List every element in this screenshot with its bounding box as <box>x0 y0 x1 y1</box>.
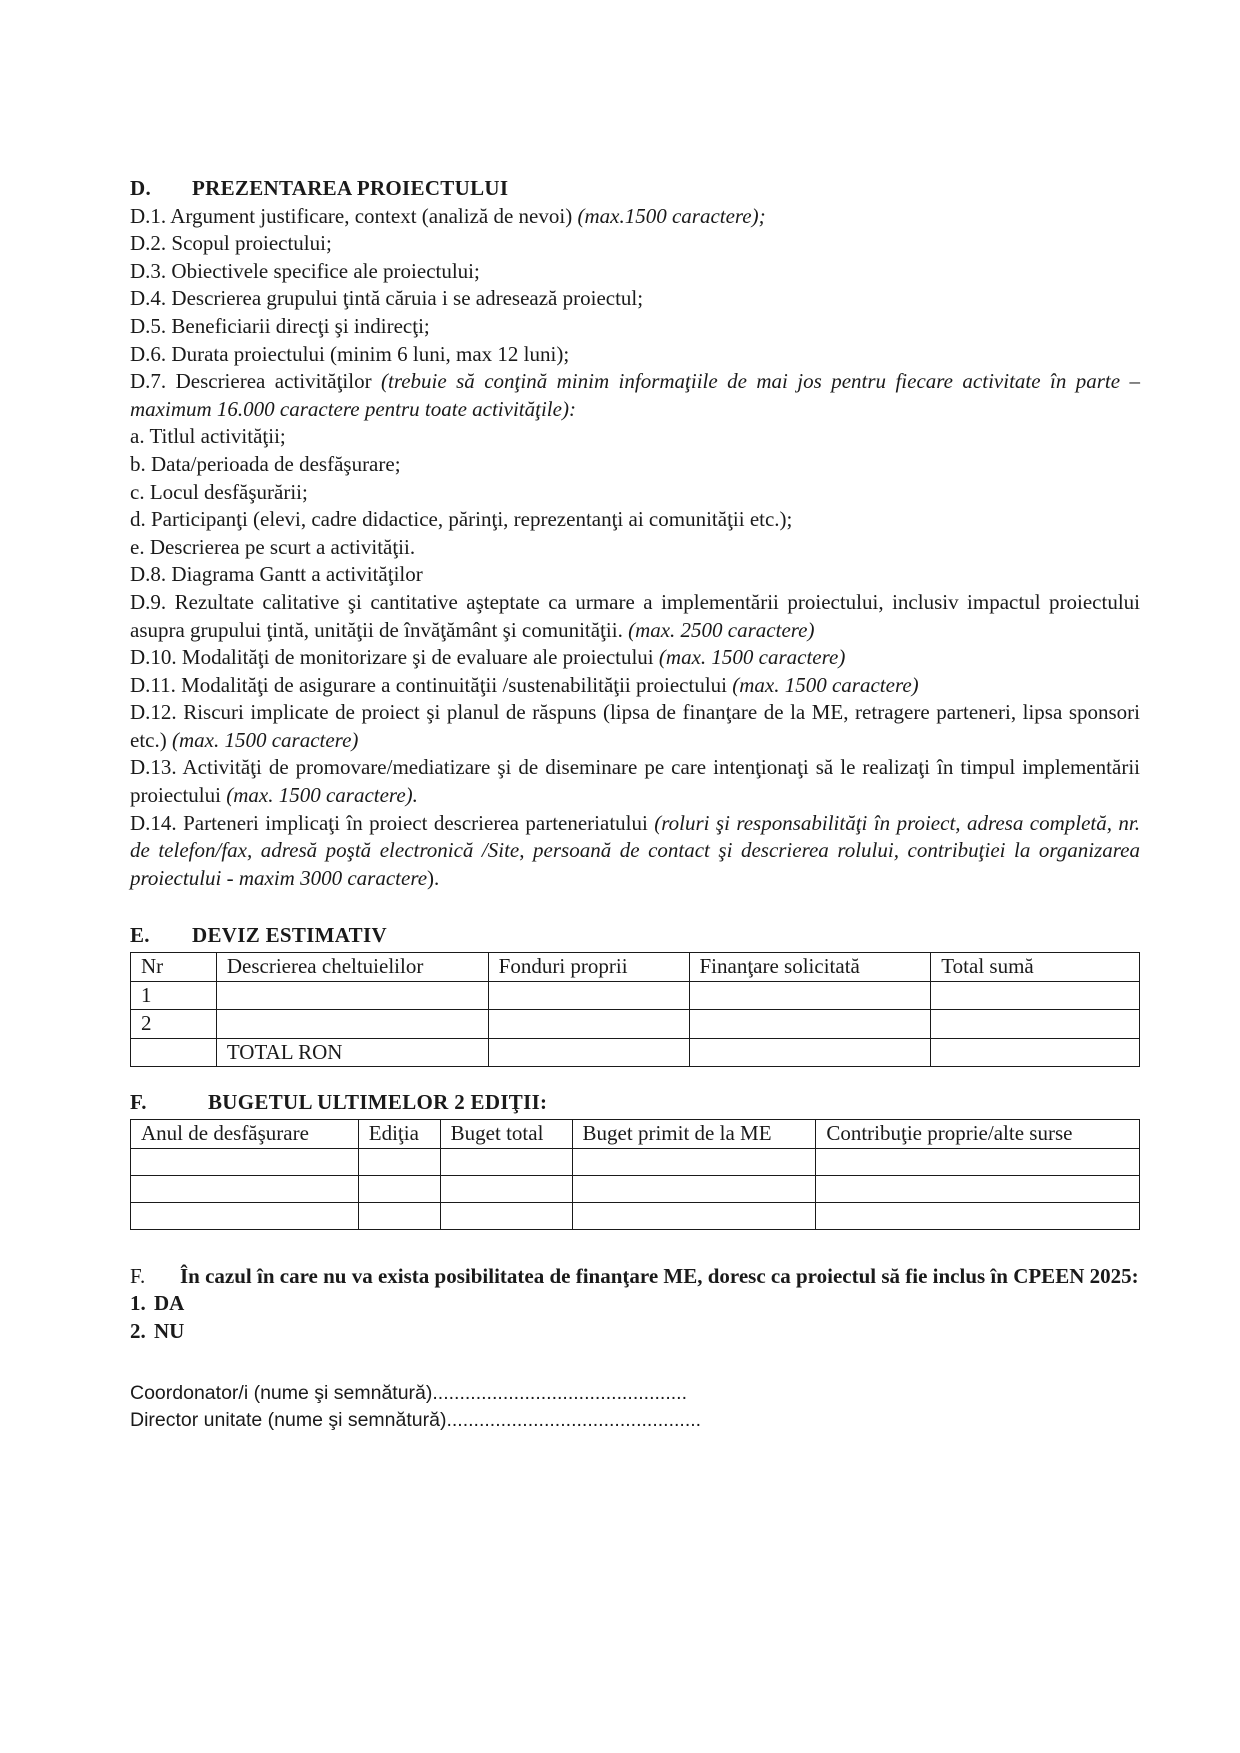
table-cell <box>816 1148 1140 1175</box>
coordinator-signature-line: Coordonator/i (nume şi semnătură)............................................... <box>130 1382 688 1405</box>
section-d-item-text: D.2. Scopul proiectului; <box>130 231 332 256</box>
cpeen-question-text: În cazul în care nu va exista posibilitatea de finanţare ME, doresc ca proiectul să fie inclus în CPEEN 2025: <box>180 1263 1139 1288</box>
section-d-item <box>130 230 1140 258</box>
section-d-item-text: e. Descrierea pe scurt a activităţii. <box>130 534 416 559</box>
section-d-item-note: (max. 1500 caractere). <box>226 783 418 808</box>
section-d-item-text: D.13. Activităţi de promovare/mediatizare şi de diseminare pe care intenţionaţi să le realizaţi în timpul implementării proiectului <box>130 755 1140 808</box>
table-cell: TOTAL RON <box>216 1038 488 1067</box>
section-d-item <box>130 423 1140 451</box>
cpeen-option-number: 2. <box>130 1318 146 1343</box>
section-d-item-note: (trebuie să conţină minim informaţiile de mai jos pentru fiecare activitate în parte – maximum 16.000 caractere pentru toate activităţile): <box>130 369 1140 421</box>
buget-row <box>131 1148 1140 1175</box>
table-cell <box>488 1038 689 1067</box>
table-cell <box>931 1010 1140 1039</box>
column-header: Ediţia <box>358 1120 440 1149</box>
section-d-item-note: (max.1500 caractere); <box>577 203 766 228</box>
deviz-row <box>131 981 1140 1010</box>
column-header: Fonduri proprii <box>488 953 689 982</box>
buget-row <box>131 1202 1140 1229</box>
table-cell <box>131 1148 359 1175</box>
deviz-row <box>131 1010 1140 1039</box>
section-d-item-text: D.10. Modalităţi de monitorizare şi de evaluare ale proiectului <box>130 645 654 670</box>
section-d-item <box>130 561 1140 589</box>
section-f-budget-letter: F. <box>130 1090 147 1115</box>
section-d-item-text: D.8. Diagrama Gantt a activităţilor <box>130 562 423 587</box>
section-d-item-text: D.5. Beneficiarii direcţi şi indirecţi; <box>130 313 430 338</box>
section-d-title: PREZENTAREA PROIECTULUI <box>192 176 509 200</box>
cpeen-question-letter: F. <box>130 1263 146 1288</box>
column-header: Buget total <box>440 1120 572 1149</box>
section-d-item <box>130 672 1140 700</box>
table-cell <box>358 1202 440 1229</box>
section-d-item-note: (roluri şi responsabilităţi în proiect, adresa completă, nr. de telefon/fax, adresă poştă electronică /Site, persoană de contact şi descrierea rolului, contribuţiei la organizarea proiectului - maxim 3000 caractere <box>130 810 1140 890</box>
cpeen-option-label: NU <box>154 1318 185 1343</box>
section-d-item-text: D.14. Parteneri implicaţi în proiect descrierea parteneriatului <box>130 810 648 835</box>
column-header: Nr <box>131 953 217 982</box>
section-d-item <box>130 754 1140 809</box>
column-header: Descrierea cheltuielilor <box>216 953 488 982</box>
section-d-item <box>130 451 1140 479</box>
section-d-item <box>130 341 1140 369</box>
section-d-item-text: D.4. Descrierea grupului ţintă căruia i se adresează proiectul; <box>130 286 644 311</box>
column-header: Anul de desfăşurare <box>131 1120 359 1149</box>
column-header: Finanţare solicitată <box>689 953 931 982</box>
table-cell <box>931 1038 1140 1067</box>
table-cell <box>440 1148 572 1175</box>
table-cell <box>816 1175 1140 1202</box>
section-d-item-text: D.3. Obiectivele specifice ale proiectului; <box>130 258 480 283</box>
section-d-item <box>130 479 1140 507</box>
section-d-item <box>130 313 1140 341</box>
buget-editii-table <box>130 1119 1140 1230</box>
section-d-item <box>130 644 1140 672</box>
deviz-estimativ-table <box>130 952 1140 1067</box>
cpeen-options <box>130 1290 1140 1345</box>
section-d-item <box>130 368 1140 423</box>
table-cell: 2 <box>131 1010 217 1039</box>
table-cell: 1 <box>131 981 217 1010</box>
section-d-item-text: D.7. Descrierea activităţilor <box>130 369 372 394</box>
section-d-item-text: D.9. Rezultate calitative şi cantitative aşteptate ca urmare a implementării proiectului, inclusiv impactul proiectului asupra grupului ţintă, unităţii de învăţământ şi comunităţii. <box>130 589 1140 642</box>
section-d-item-text: b. Data/perioada de desfăşurare; <box>130 451 401 476</box>
section-d-item-text: D.12. Riscuri implicate de proiect şi planul de răspuns (lipsa de finanţare de la ME, retragere parteneri, lipsa sponsori etc.) <box>130 700 1140 752</box>
table-cell <box>358 1175 440 1202</box>
buget-row <box>131 1175 1140 1202</box>
table-cell <box>689 1038 931 1067</box>
section-d-item-note: (max. 1500 caractere) <box>658 645 846 670</box>
section-d-item <box>130 699 1140 754</box>
table-cell <box>131 1038 217 1067</box>
section-d-item-text: D.6. Durata proiectului (minim 6 luni, max 12 luni); <box>130 341 570 366</box>
section-d-item-note: (max. 1500 caractere) <box>732 672 919 697</box>
section-e-title: DEVIZ ESTIMATIV <box>192 923 387 948</box>
section-d-item-text: D.11. Modalităţi de asigurare a continuităţii /sustenabilităţii proiectului <box>130 672 727 697</box>
table-cell <box>488 981 689 1010</box>
section-e-letter: E. <box>130 923 150 948</box>
table-cell <box>216 1010 488 1039</box>
section-d-list <box>130 203 1140 893</box>
section-d-item-text: d. Participanţi (elevi, cadre didactice, părinţi, reprezentanţi ai comunităţii etc.); <box>130 507 793 532</box>
table-cell <box>572 1175 816 1202</box>
deviz-header-row <box>131 953 1140 982</box>
cpeen-question <box>130 1263 1140 1291</box>
deviz-row <box>131 1038 1140 1067</box>
table-cell <box>440 1202 572 1229</box>
table-cell <box>358 1148 440 1175</box>
table-cell <box>216 981 488 1010</box>
section-d-item <box>130 285 1140 313</box>
section-d-item <box>130 534 1140 562</box>
section-f-budget-heading <box>130 1089 1140 1117</box>
table-cell <box>689 1010 931 1039</box>
section-d-item-note: (max. 2500 caractere) <box>628 617 815 642</box>
section-d-item <box>130 589 1140 644</box>
section-d-item <box>130 810 1140 893</box>
cpeen-option-number: 1. <box>130 1291 146 1316</box>
table-cell <box>131 1175 359 1202</box>
table-cell <box>440 1175 572 1202</box>
section-f-budget-title: BUGETUL ULTIMELOR 2 EDIŢII: <box>208 1090 548 1115</box>
cpeen-option <box>130 1290 1140 1318</box>
table-cell <box>572 1202 816 1229</box>
section-d-item-tail: ). <box>427 865 440 890</box>
table-cell <box>816 1202 1140 1229</box>
section-d-item-text: D.1. Argument justificare, context (analiză de nevoi) <box>130 203 573 228</box>
buget-header-row <box>131 1120 1140 1149</box>
section-d-heading <box>130 175 1140 203</box>
column-header: Total sumă <box>931 953 1140 982</box>
document-content <box>130 175 1140 1434</box>
table-cell <box>131 1202 359 1229</box>
cpeen-option <box>130 1318 1140 1346</box>
section-d-item <box>130 258 1140 286</box>
section-d-item <box>130 506 1140 534</box>
cpeen-option-label: DA <box>154 1291 185 1316</box>
column-header: Buget primit de la ME <box>572 1120 816 1149</box>
section-d-item-text: c. Locul desfăşurării; <box>130 479 308 504</box>
column-header: Contribuţie proprie/alte surse <box>816 1120 1140 1149</box>
section-d-item <box>130 203 1140 231</box>
table-cell <box>572 1148 816 1175</box>
section-e-heading <box>130 922 1140 950</box>
table-cell <box>689 981 931 1010</box>
section-d-letter: D. <box>130 176 152 200</box>
section-d-item-text: a. Titlul activităţii; <box>130 424 286 449</box>
table-cell <box>931 981 1140 1010</box>
table-cell <box>488 1010 689 1039</box>
director-signature-line: Director unitate (nume şi semnătură)............................................... <box>130 1409 702 1432</box>
section-d-item-note: (max. 1500 caractere) <box>171 727 359 752</box>
